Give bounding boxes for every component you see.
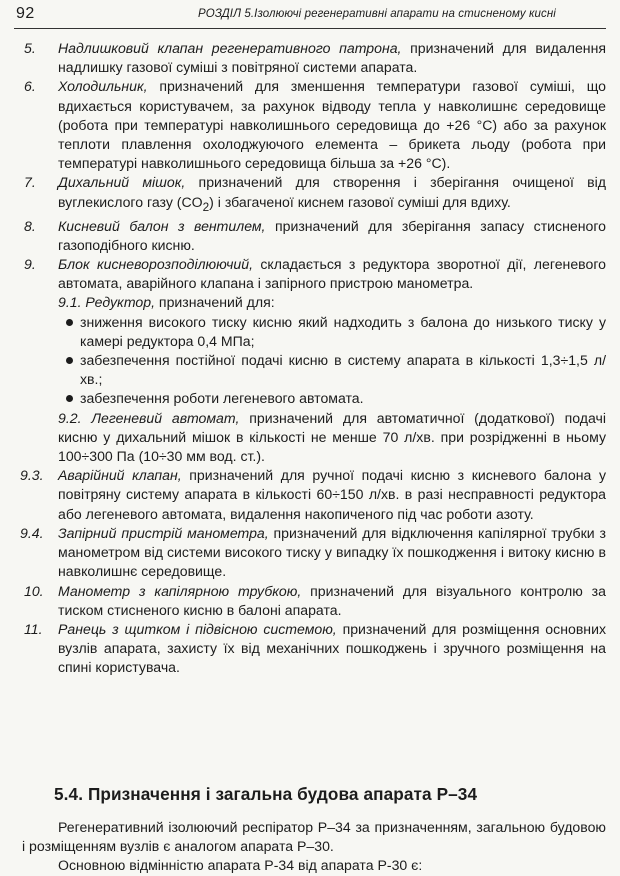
list-item-11 — [22, 620, 606, 678]
item-text — [58, 39, 606, 77]
item-term: Ранець з щитком і підвісною системою, — [58, 620, 337, 637]
subitem-9-2 — [58, 409, 606, 467]
item-number: 9.4. — [20, 524, 44, 541]
bullet-item — [80, 351, 606, 389]
item-description: призначений для ручної подачі кисню з кисневого балона у повітряну систему апарата в кількості 60÷150 л/хв. в разі несправності редуктора або легеневого автомата, видалення накопиченого під час роботи азоту. — [58, 467, 606, 522]
list-item-8 — [22, 217, 606, 255]
item-term: Дихальний мішок, — [58, 174, 186, 191]
subscript: 2 — [202, 200, 210, 214]
item-text — [58, 582, 606, 620]
paragraph-text: Основною відмінністю апарата Р-34 від апарата Р-30 є: — [58, 857, 423, 873]
subitem-9-1 — [58, 293, 606, 312]
item-term: Холодильник, — [58, 78, 148, 95]
body-paragraph — [22, 818, 606, 856]
item-term: Надлишковий клапан регенеративного патрона, — [58, 40, 402, 56]
item-term: Аварійний клапан, — [58, 467, 182, 484]
item-text — [58, 524, 606, 582]
running-title: РОЗДІЛ 5.Ізолюючі регенеративні апарати на стисненому кисні — [198, 8, 556, 20]
item-description: призначений для створення і зберігання очищеної від вуглекислого газу (CO — [58, 174, 606, 210]
section-heading: 5.4. Призначення і загальна будова апарата Р–34 — [54, 784, 478, 804]
subitem-term: 9.1. Редуктор, — [58, 294, 156, 311]
item-term: Манометр з капілярною трубкою, — [58, 582, 302, 599]
item-description: призначений для розміщення основних вузлів апарата, захисту їх від механічних пошкоджень і зручного розміщення на спині користувача. — [58, 620, 607, 676]
item-number: 7. — [24, 174, 36, 191]
bullet-text: зниження високого тиску кисню який надходить з балона до низького тиску у камері редуктора 0,4 МПа; — [80, 313, 606, 349]
item-description: призначений для зменшення температури газової суміші, що вдихається користувачем, за рахунок відводу тепла у навколишнє середовище (робота при температурі навколишнього середовища до +26 °С) або за рахунок теплоти плавлення охолоджуючого елемента – брикета льоду (робота при температурі навколишнього середовища більша за +26 °С). — [58, 78, 606, 172]
item-description: призначений для зберігання запасу стисненого газоподібного кисню. — [58, 217, 606, 253]
header-rule — [14, 28, 606, 29]
item-number: 5. — [24, 40, 36, 56]
item-number: 10. — [24, 582, 44, 599]
subitem-term: 9.2. Легеневий автомат, — [58, 409, 240, 426]
item-number: 9.3. — [20, 467, 44, 484]
page-number: 92 — [16, 5, 35, 22]
item-description: призначений для видалення надлишку газової суміші з повітряної системи апарата. — [58, 40, 606, 76]
list-item-5 — [22, 39, 606, 77]
list-item-7 — [22, 173, 606, 216]
subitem-description: призначений для автоматичної (додаткової) подачі кисню у дихальний мішок в кількості не менше 70 л/хв. при розрідженні в ньому 100÷300 Па (10÷30 мм вод. ст.). — [58, 409, 606, 465]
bullet-text: забезпечення роботи легеневого автомата. — [80, 390, 364, 407]
item-term: Блок кисневорозподілюючий, — [58, 256, 253, 273]
list-item-9 — [22, 255, 606, 293]
bullet-icon — [66, 357, 73, 364]
item-description: призначений для візуального контролю за тиском стисненого кисню в балоні апарата. — [58, 582, 606, 618]
page-header — [0, 0, 620, 30]
item-text — [58, 77, 606, 173]
bullet-text: забезпечення постійної подачі кисню в систему апарата в кількості 1,3÷1,5 л/хв.; — [80, 352, 606, 388]
item-number: 6. — [24, 78, 36, 95]
list-item-10 — [22, 582, 606, 620]
bullet-icon — [66, 319, 73, 326]
item-number: 9. — [24, 256, 36, 273]
item-term: Запірний пристрій манометра, — [58, 524, 269, 541]
list-item-9-4 — [22, 524, 606, 582]
item-number: 11. — [24, 620, 43, 637]
item-text — [58, 255, 606, 293]
body-paragraph — [22, 856, 606, 875]
bullet-item — [80, 313, 606, 351]
item-text — [58, 620, 606, 678]
item-description: призначений для відключення капілярної трубки з манометром від системи високого тиску у випадку їх пошкодження і витоку кисню в навколишнє середовище. — [58, 524, 606, 580]
item-text — [58, 466, 606, 524]
item-description-end: ) і збагаченої киснем газової суміші для вдиху. — [209, 193, 511, 210]
paragraph-text: Регенеративний ізолюючий респіратор Р–34 за призначенням, загальною будовою і розміщенням вузлів є аналогом апарата Р–30. — [22, 819, 606, 855]
list-item-6 — [22, 77, 606, 173]
subitem-description: призначений для: — [155, 294, 275, 311]
item-description: складається з редуктора зворотної дії, легеневого автомата, аварійного клапана і запірного пристрою манометра. — [58, 256, 606, 292]
item-text — [58, 217, 606, 255]
item-number: 8. — [24, 217, 36, 234]
bullet-item — [80, 389, 606, 408]
list-item-9-3 — [22, 466, 606, 524]
item-term: Кисневий балон з вентилем, — [58, 217, 266, 234]
list-content — [22, 39, 606, 678]
item-text — [58, 173, 606, 216]
bullet-icon — [66, 395, 73, 402]
